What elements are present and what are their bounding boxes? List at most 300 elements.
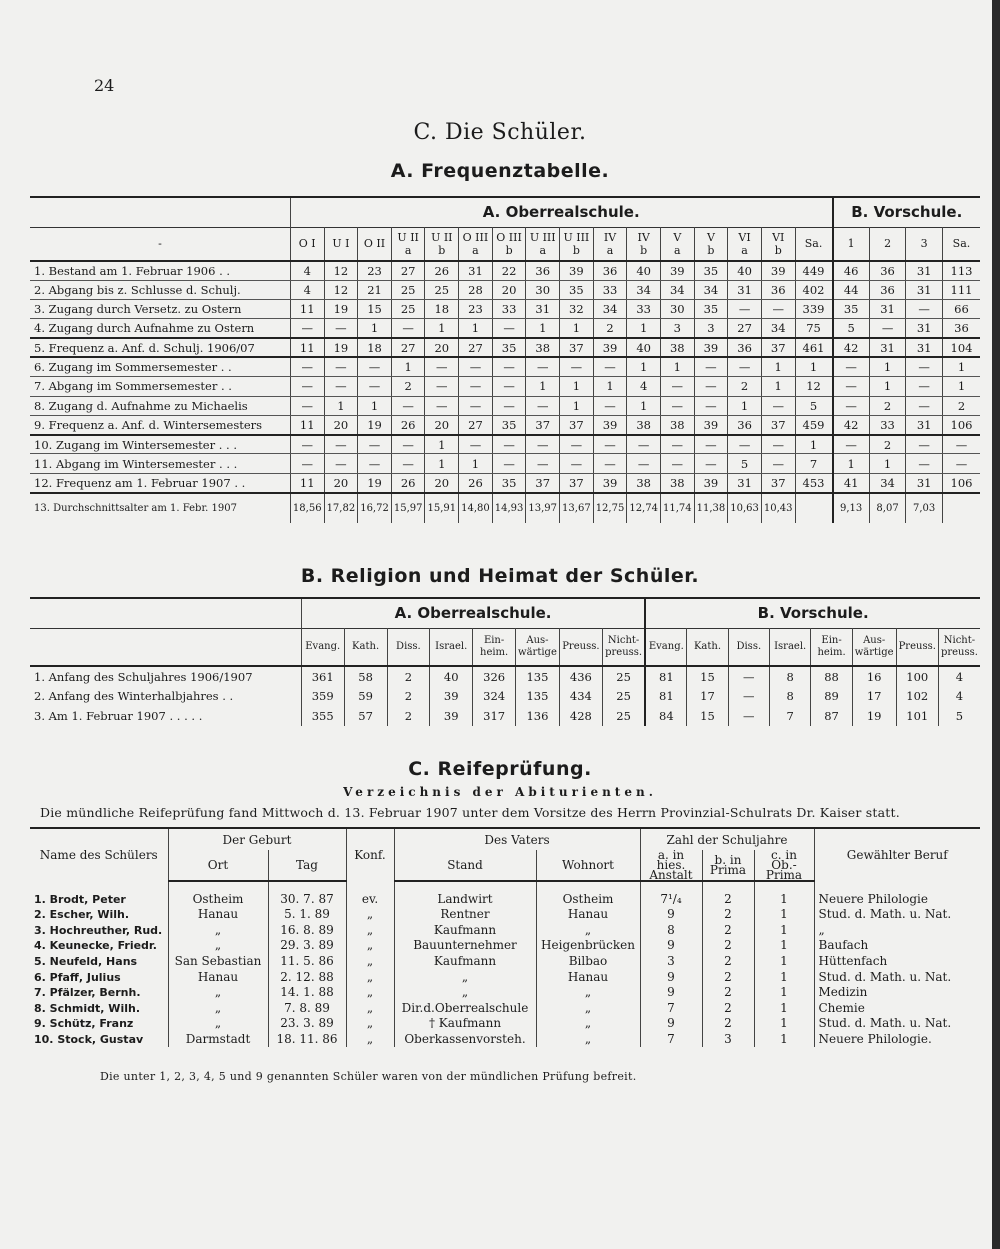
table-cell: 25 (391, 280, 425, 299)
table-cell: 12,75 (593, 493, 627, 523)
table-cell: 33 (492, 300, 526, 319)
student-wohnort: Hanau (536, 907, 640, 923)
class-division: b (505, 243, 513, 257)
class-name: U II (431, 230, 453, 244)
table-cell: 2 (387, 706, 430, 726)
row-label: 6. Zugang im Sommersemester . . (30, 357, 290, 376)
exam-intro: Die mündliche Reifeprüfung fand Mittwoch d. 13. Februar 1907 unter dem Vorsitze des Herrn Provinzial-Schulrats Dr. Kaiser statt. (40, 805, 900, 820)
table-cell: 35 (694, 300, 728, 319)
table-cell: 1 (425, 454, 459, 473)
table-cell: 41 (833, 473, 870, 492)
table-row (30, 415, 980, 434)
student-a: 9 (640, 985, 702, 1001)
table-cell: — (290, 435, 324, 454)
table-cell: 38 (660, 473, 694, 492)
column-head: Evang. (645, 628, 686, 666)
table-cell: 5 (938, 706, 980, 726)
stub-head-b (30, 628, 301, 666)
table-cell: 461 (795, 338, 833, 357)
student-ort: „ (168, 938, 268, 954)
table-cell: 36 (593, 261, 627, 280)
row-label: 4. Zugang durch Aufnahme zu Ostern (30, 319, 290, 338)
table-cell: 36 (526, 261, 560, 280)
table-cell: 104 (942, 338, 980, 357)
table-cell: — (560, 357, 594, 376)
table-cell: 30 (526, 280, 560, 299)
frequency-table (30, 196, 980, 523)
student-ort: San Sebastian (168, 954, 268, 970)
table-cell: 25 (602, 666, 645, 686)
table-cell: 1 (526, 377, 560, 396)
table-cell: 58 (344, 666, 387, 686)
student-beruf: Chemie (814, 1001, 980, 1017)
table-cell: 23 (358, 261, 392, 280)
student-konf: „ (346, 1016, 394, 1032)
table-cell: 42 (833, 415, 870, 434)
table-cell: — (728, 435, 762, 454)
table-cell: 37 (761, 415, 795, 434)
table-cell: 37 (761, 338, 795, 357)
table-cell: — (869, 319, 906, 338)
table-cell: 1 (560, 377, 594, 396)
table-cell: 39 (593, 338, 627, 357)
column-head: Diss. (728, 628, 769, 666)
class-column-head (660, 227, 694, 261)
student-beruf: Stud. d. Math. u. Nat. (814, 969, 980, 985)
column-head: Israel. (430, 628, 473, 666)
table-cell: 37 (560, 338, 594, 357)
table-cell: 135 (516, 686, 560, 706)
table-cell: 453 (795, 473, 833, 492)
table-cell: 1 (942, 357, 980, 376)
table-cell: 36 (761, 280, 795, 299)
table-cell: — (459, 396, 493, 415)
student-beruf: Baufach (814, 938, 980, 954)
class-name: O I (298, 237, 316, 251)
table-cell: 16,72 (358, 493, 392, 523)
student-stand: Kaufmann (394, 954, 536, 970)
student-konf: „ (346, 923, 394, 939)
table-row (30, 666, 980, 686)
student-name: 2. Escher, Wilh. (34, 908, 130, 922)
table-cell: 35 (492, 473, 526, 492)
table-cell: 2 (391, 377, 425, 396)
table-cell: 37 (526, 473, 560, 492)
table-cell: — (728, 300, 762, 319)
table-cell: — (593, 396, 627, 415)
student-c: 1 (754, 985, 814, 1001)
table-cell: 31 (906, 319, 943, 338)
student-tag: 2. 12. 88 (268, 969, 346, 985)
table-cell: 40 (627, 338, 661, 357)
table-cell: 31 (459, 261, 493, 280)
table-cell: — (391, 396, 425, 415)
table-cell: 20 (425, 473, 459, 492)
vorschule-column-head: Sa. (942, 227, 980, 261)
column-head: Israel. (769, 628, 810, 666)
student-name: 9. Schütz, Franz (34, 1017, 134, 1031)
table-cell: 111 (942, 280, 980, 299)
table-cell: — (290, 319, 324, 338)
class-column-head (358, 227, 392, 261)
class-column-head (560, 227, 594, 261)
row-label: 2. Anfang des Winterhalbjahres . . (34, 689, 234, 703)
table-cell: 34 (869, 473, 906, 492)
class-name: V (706, 230, 715, 244)
table-cell: 317 (473, 706, 516, 726)
table-cell: 1 (425, 319, 459, 338)
table-cell: 12 (324, 280, 358, 299)
table-cell: 100 (896, 666, 938, 686)
table-cell: — (694, 396, 728, 415)
table-cell: — (324, 357, 358, 376)
table-cell: 19 (852, 706, 896, 726)
class-division: a (404, 243, 412, 257)
student-c: 1 (754, 907, 814, 923)
student-row (30, 969, 980, 985)
class-column-head (391, 227, 425, 261)
table-cell: — (526, 435, 560, 454)
abiturienten-heading: Verzeichnis der Abiturienten. (343, 785, 657, 799)
table-cell: 34 (593, 300, 627, 319)
table-cell: 4 (938, 686, 980, 706)
table-cell: 1 (761, 377, 795, 396)
student-b: 2 (702, 923, 754, 939)
class-division: b (640, 243, 648, 257)
student-beruf: Neuere Philologie (814, 881, 980, 907)
class-division: b (774, 243, 782, 257)
table-row (30, 493, 980, 523)
table-cell: 1 (391, 357, 425, 376)
student-wohnort: Heigenbrücken (536, 938, 640, 954)
table-cell: 10,43 (761, 493, 795, 523)
column-head: Ein- heim. (811, 628, 852, 666)
table-cell: 106 (942, 473, 980, 492)
class-name: O III (496, 230, 522, 244)
row-label: 10. Zugang im Wintersemester . . . (30, 435, 290, 454)
table-cell: 8 (769, 686, 810, 706)
table-cell: — (833, 377, 870, 396)
table-cell: — (593, 454, 627, 473)
student-konf: ev. (346, 881, 394, 907)
table-cell: — (906, 300, 943, 319)
student-b: 2 (702, 985, 754, 1001)
student-row (30, 1016, 980, 1032)
head-geburt: Der Geburt (168, 828, 346, 850)
table-cell: 339 (795, 300, 833, 319)
table-cell: 36 (728, 338, 762, 357)
class-column-head (761, 227, 795, 261)
student-tag: 11. 5. 86 (268, 954, 346, 970)
table-cell: — (526, 454, 560, 473)
table-cell: — (761, 300, 795, 319)
table-row (30, 319, 980, 338)
table-cell: 30 (660, 300, 694, 319)
table-cell: 1 (795, 357, 833, 376)
table-row (30, 261, 980, 280)
table-cell: 39 (660, 261, 694, 280)
table-cell: 38 (660, 338, 694, 357)
table-cell: 1 (869, 357, 906, 376)
table-cell: 11,38 (694, 493, 728, 523)
table-cell: 28 (459, 280, 493, 299)
table-cell: 31 (869, 300, 906, 319)
class-name: IV (603, 230, 617, 244)
class-division: b (438, 243, 446, 257)
table-cell: 89 (811, 686, 852, 706)
table-cell: — (660, 435, 694, 454)
table-cell: 35 (492, 338, 526, 357)
class-division: b (572, 243, 580, 257)
table-cell: — (627, 435, 661, 454)
table-cell: 2 (869, 396, 906, 415)
footnote: Die unter 1, 2, 3, 4, 5 und 9 genannten Schüler waren von der mündlichen Prüfung befreit. (100, 1070, 637, 1083)
row-label: 12. Frequenz am 1. Februar 1907 . . (30, 473, 290, 492)
class-name: U III (563, 230, 590, 244)
class-division: a (472, 243, 479, 257)
row-label: 13. Durchschnittsalter am 1. Febr. 1907 (34, 502, 237, 514)
student-b: 2 (702, 954, 754, 970)
table-cell: 14,93 (492, 493, 526, 523)
head-tag: Tag (268, 850, 346, 881)
table-cell: 88 (811, 666, 852, 686)
student-wohnort: „ (536, 1001, 640, 1017)
class-column-head (593, 227, 627, 261)
table-cell: 13,97 (526, 493, 560, 523)
head-name: Name des Schülers (30, 828, 168, 881)
student-c: 1 (754, 954, 814, 970)
table-cell: 26 (425, 261, 459, 280)
table-cell: — (425, 377, 459, 396)
table-cell: 17 (687, 686, 728, 706)
row-label: 2. Abgang bis z. Schlusse d. Schulj. (30, 280, 290, 299)
table-cell: 27 (459, 338, 493, 357)
table-cell: 4 (290, 261, 324, 280)
table-cell: 26 (459, 473, 493, 492)
student-stand: † Kaufmann (394, 1016, 536, 1032)
table-cell: 8 (769, 666, 810, 686)
table-cell: 7 (795, 454, 833, 473)
student-a: 9 (640, 907, 702, 923)
table-cell: 33 (627, 300, 661, 319)
table-cell: — (324, 454, 358, 473)
table-cell: 18,56 (290, 493, 324, 523)
table-cell: 11 (290, 300, 324, 319)
table-cell: 34 (660, 280, 694, 299)
table-cell: — (761, 435, 795, 454)
table-cell: 34 (761, 319, 795, 338)
row-label: 11. Abgang im Wintersemester . . . (30, 454, 290, 473)
table-cell: — (459, 377, 493, 396)
student-beruf: Stud. d. Math. u. Nat. (814, 1016, 980, 1032)
table-cell: 40 (627, 261, 661, 280)
class-column-head (324, 227, 358, 261)
table-cell: — (942, 435, 980, 454)
head-anstalt: a. in hies. Anstalt (640, 850, 702, 881)
row-label: 3. Am 1. Februar 1907 . . . . . (34, 709, 203, 723)
student-name: 1. Brodt, Peter (34, 892, 126, 906)
table-cell: 34 (694, 280, 728, 299)
table-cell: 1 (324, 396, 358, 415)
table-cell: 17,82 (324, 493, 358, 523)
table-cell: 39 (694, 415, 728, 434)
table-cell: — (833, 396, 870, 415)
table-cell: 35 (492, 415, 526, 434)
table-cell: 19 (358, 415, 392, 434)
table-cell: 434 (559, 686, 602, 706)
student-konf: „ (346, 1032, 394, 1048)
table-cell: 27 (459, 415, 493, 434)
head-wohnort: Wohnort (536, 850, 640, 881)
student-b: 2 (702, 938, 754, 954)
class-name: U I (332, 237, 350, 251)
stub-head: - (30, 227, 290, 261)
table-cell: — (526, 396, 560, 415)
student-tag: 14. 1. 88 (268, 985, 346, 1001)
table-cell: 39 (430, 686, 473, 706)
student-wohnort: Ostheim (536, 881, 640, 907)
table-cell: 46 (833, 261, 870, 280)
table-row (30, 338, 980, 357)
student-c: 1 (754, 1001, 814, 1017)
section-a-title: A. Frequenztabelle. (390, 160, 610, 182)
student-row (30, 881, 980, 907)
student-row (30, 923, 980, 939)
table-cell: 17 (852, 686, 896, 706)
table-cell: — (492, 319, 526, 338)
table-cell: — (492, 454, 526, 473)
table-cell: — (833, 357, 870, 376)
row-label: 9. Frequenz a. Anf. d. Wintersemesters (30, 415, 290, 434)
student-a: 7 (640, 1032, 702, 1048)
student-name: 5. Neufeld, Hans (34, 955, 138, 969)
student-ort: Ostheim (168, 881, 268, 907)
religion-table (30, 597, 980, 726)
table-cell: 40 (430, 666, 473, 686)
table-cell: — (425, 396, 459, 415)
table-cell: 449 (795, 261, 833, 280)
table-cell: 1 (627, 319, 661, 338)
column-head: Preuss. (559, 628, 602, 666)
student-c: 1 (754, 923, 814, 939)
table-row (30, 454, 980, 473)
table-row (30, 300, 980, 319)
student-a: 7¹/₄ (640, 881, 702, 907)
column-head: Nicht- preuss. (938, 628, 980, 666)
student-row (30, 938, 980, 954)
student-a: 8 (640, 923, 702, 939)
student-a: 9 (640, 1016, 702, 1032)
class-division: a (741, 243, 748, 257)
table-cell: — (660, 396, 694, 415)
student-stand: Bauunternehmer (394, 938, 536, 954)
table-cell: 21 (358, 280, 392, 299)
table-cell: 361 (301, 666, 344, 686)
student-a: 7 (640, 1001, 702, 1017)
student-konf: „ (346, 907, 394, 923)
table-cell: 326 (473, 666, 516, 686)
table-cell: 39 (593, 415, 627, 434)
table-cell: 35 (833, 300, 870, 319)
student-tag: 16. 8. 89 (268, 923, 346, 939)
column-head: Aus- wärtige (852, 628, 896, 666)
table-cell: 31 (906, 280, 943, 299)
student-stand: Landwirt (394, 881, 536, 907)
table-cell: 5 (728, 454, 762, 473)
column-head: Nicht- preuss. (602, 628, 645, 666)
table-cell: 35 (560, 280, 594, 299)
table-cell: 36 (869, 261, 906, 280)
student-ort: „ (168, 923, 268, 939)
table-cell: — (906, 377, 943, 396)
student-a: 3 (640, 954, 702, 970)
table-cell: 14,80 (459, 493, 493, 523)
table-cell: 136 (516, 706, 560, 726)
page-number: 24 (94, 76, 115, 95)
table-cell: — (660, 377, 694, 396)
table-cell: 31 (906, 473, 943, 492)
column-head: Preuss. (896, 628, 938, 666)
table-cell: 31 (526, 300, 560, 319)
student-beruf: Stud. d. Math. u. Nat. (814, 907, 980, 923)
table-cell: 1 (728, 396, 762, 415)
vorschule-column-head: 3 (906, 227, 943, 261)
table-cell: 40 (728, 261, 762, 280)
column-head: Evang. (301, 628, 344, 666)
table-cell: 2 (869, 435, 906, 454)
table-cell: 39 (430, 706, 473, 726)
student-beruf: Hüttenfach (814, 954, 980, 970)
class-column-head (459, 227, 493, 261)
table-cell: — (728, 666, 769, 686)
table-cell: 436 (559, 666, 602, 686)
table-cell: 31 (906, 338, 943, 357)
student-stand: „ (394, 969, 536, 985)
student-b: 2 (702, 1001, 754, 1017)
table-cell: — (358, 377, 392, 396)
class-column-head (526, 227, 560, 261)
table-cell: — (728, 706, 769, 726)
table-cell: — (290, 377, 324, 396)
table-cell: 57 (344, 706, 387, 726)
table-cell: 15,97 (391, 493, 425, 523)
table-cell: 32 (560, 300, 594, 319)
class-column-head (425, 227, 459, 261)
student-tag: 30. 7. 87 (268, 881, 346, 907)
table-cell: 36 (942, 319, 980, 338)
student-ort: „ (168, 985, 268, 1001)
table-cell: — (833, 435, 870, 454)
student-b: 2 (702, 881, 754, 907)
column-head: Aus- wärtige (516, 628, 560, 666)
class-division: a (674, 243, 681, 257)
table-cell: 3 (694, 319, 728, 338)
table-cell: — (492, 435, 526, 454)
student-c: 1 (754, 1016, 814, 1032)
stub-corner-b (30, 598, 301, 628)
table-cell: 102 (896, 686, 938, 706)
table-cell: — (391, 435, 425, 454)
student-ort: „ (168, 1016, 268, 1032)
table-cell: — (290, 396, 324, 415)
table-cell: 1 (869, 454, 906, 473)
class-column-head (728, 227, 762, 261)
table-cell: 33 (593, 280, 627, 299)
student-c: 1 (754, 969, 814, 985)
student-stand: Dir.d.Oberrealschule (394, 1001, 536, 1017)
student-konf: „ (346, 938, 394, 954)
class-division: a (606, 243, 614, 257)
